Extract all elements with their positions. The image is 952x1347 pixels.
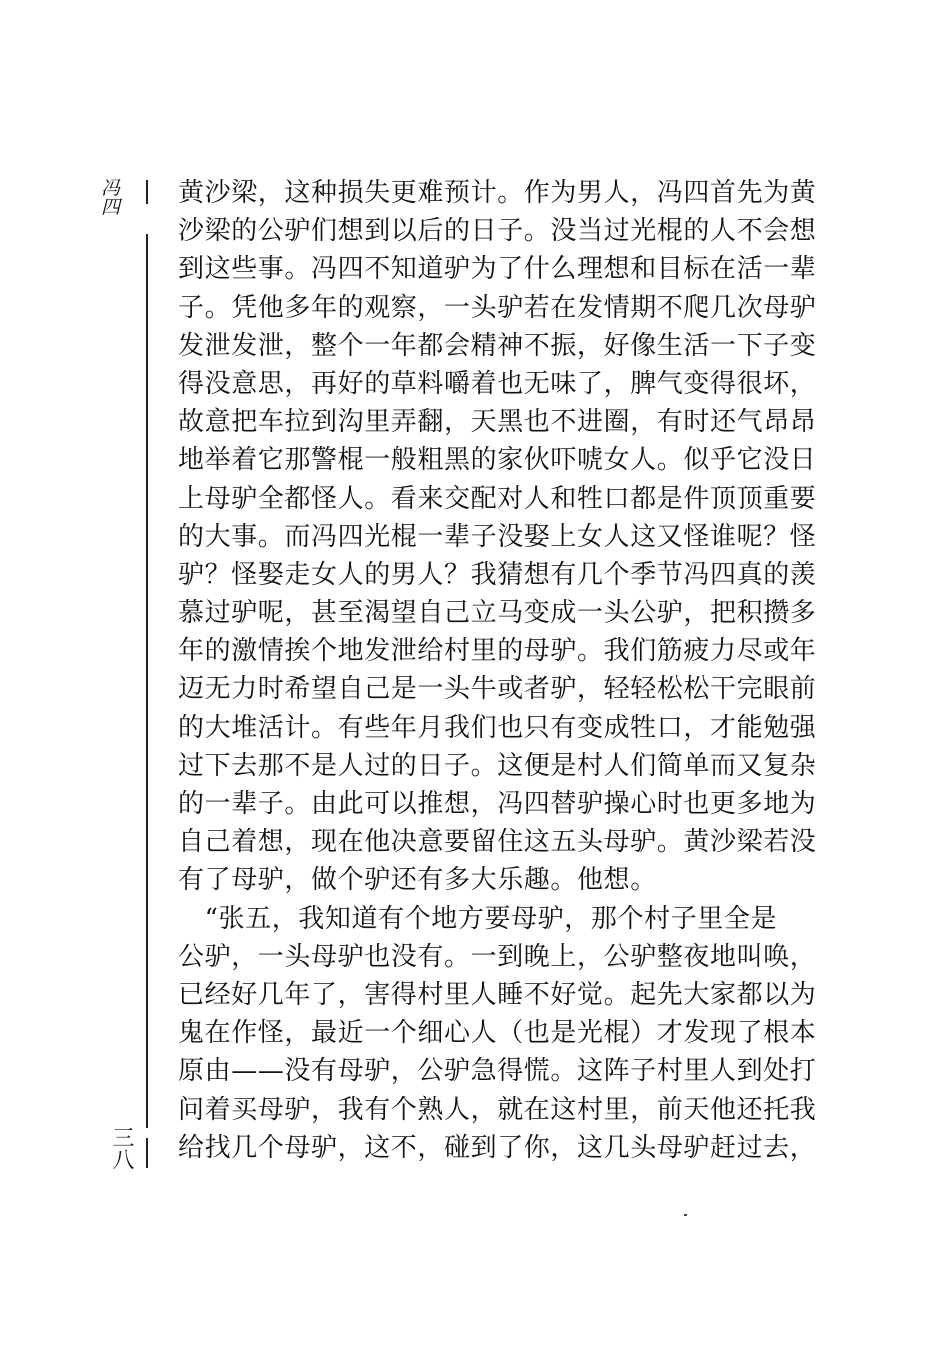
text-line: 驴？怪娶走女人的男人？我猜想有几个季节冯四真的羡 xyxy=(178,559,817,590)
text-line: 有了母驴，做个驴还有多大乐趣。他想。 xyxy=(178,865,657,896)
text-line: 黄沙梁，这种损失更难预计。作为男人，冯四首先为黄 xyxy=(178,178,817,208)
text-line: 的一辈子。由此可以推想，冯四替驴操心时也更多地为 xyxy=(178,789,817,819)
page-number: 三八 xyxy=(109,1126,134,1170)
text-line: 过下去那不是人过的日子。这便是村人们简单而又复杂 xyxy=(178,750,817,781)
body-text xyxy=(178,174,817,1167)
text-line: 迈无力时希望自己是一头牛或者驴，轻轻松松干完眼前 xyxy=(178,674,817,705)
text-line: 鬼在作怪，最近一个细心人（也是光棍）才发现了根本 xyxy=(178,1018,817,1049)
margin-rule xyxy=(146,234,148,1128)
text-line: 自己着想，现在他决意要留住这五头母驴。黄沙梁若没 xyxy=(178,827,817,858)
text-line: 上母驴全都怪人。看来交配对人和牲口都是件顶顶重要 xyxy=(178,483,817,514)
text-line: 得没意思，再好的草料嚼着也无味了，脾气变得很坏， xyxy=(178,368,817,399)
text-line: 发泄发泄，整个一年都会精神不振，好像生活一下子变 xyxy=(178,330,817,361)
running-head-title: 冯四 xyxy=(98,178,120,216)
text-line: 慕过驴呢，甚至渴望自己立马变成一头公驴，把积攒多 xyxy=(178,598,817,629)
text-line: 故意把车拉到沟里弄翻，天黑也不进圈，有时还气昂昂 xyxy=(178,407,817,438)
margin-rule-top xyxy=(146,180,148,204)
text-line: 地举着它那警棍一般粗黑的家伙吓唬女人。似乎它没日 xyxy=(178,445,817,476)
text-line: “张五，我知道有个地方要母驴，那个村子里全是 xyxy=(178,903,778,934)
text-line: 已经好几年了，害得村里人睡不好觉。起先大家都以为 xyxy=(178,979,817,1010)
text-line: 沙梁的公驴们想到以后的日子。没当过光棍的人不会想 xyxy=(178,216,817,247)
text-line: 问着买母驴，我有个熟人，就在这村里，前天他还托我 xyxy=(178,1094,817,1125)
scan-speck xyxy=(684,1214,687,1216)
text-line: 给找几个母驴，这不，碰到了你，这几头母驴赶过去， xyxy=(178,1132,817,1163)
text-line: 子。凭他多年的观察，一头驴若在发情期不爬几次母驴 xyxy=(178,292,817,323)
margin-rule-bottom xyxy=(146,1138,148,1168)
text-line: 年的激情挨个地发泄给村里的母驴。我们筋疲力尽或年 xyxy=(178,636,817,667)
text-line: 的大堆活计。有些年月我们也只有变成牲口，才能勉强 xyxy=(178,712,817,743)
text-line: 公驴，一头母驴也没有。一到晚上，公驴整夜地叫唤， xyxy=(178,941,817,972)
text-line: 原由——没有母驴，公驴急得慌。这阵子村里人到处打 xyxy=(178,1056,817,1087)
text-line: 的大事。而冯四光棍一辈子没娶上女人这又怪谁呢？怪 xyxy=(178,521,817,552)
text-line: 到这些事。冯四不知道驴为了什么理想和目标在活一辈 xyxy=(178,254,817,285)
